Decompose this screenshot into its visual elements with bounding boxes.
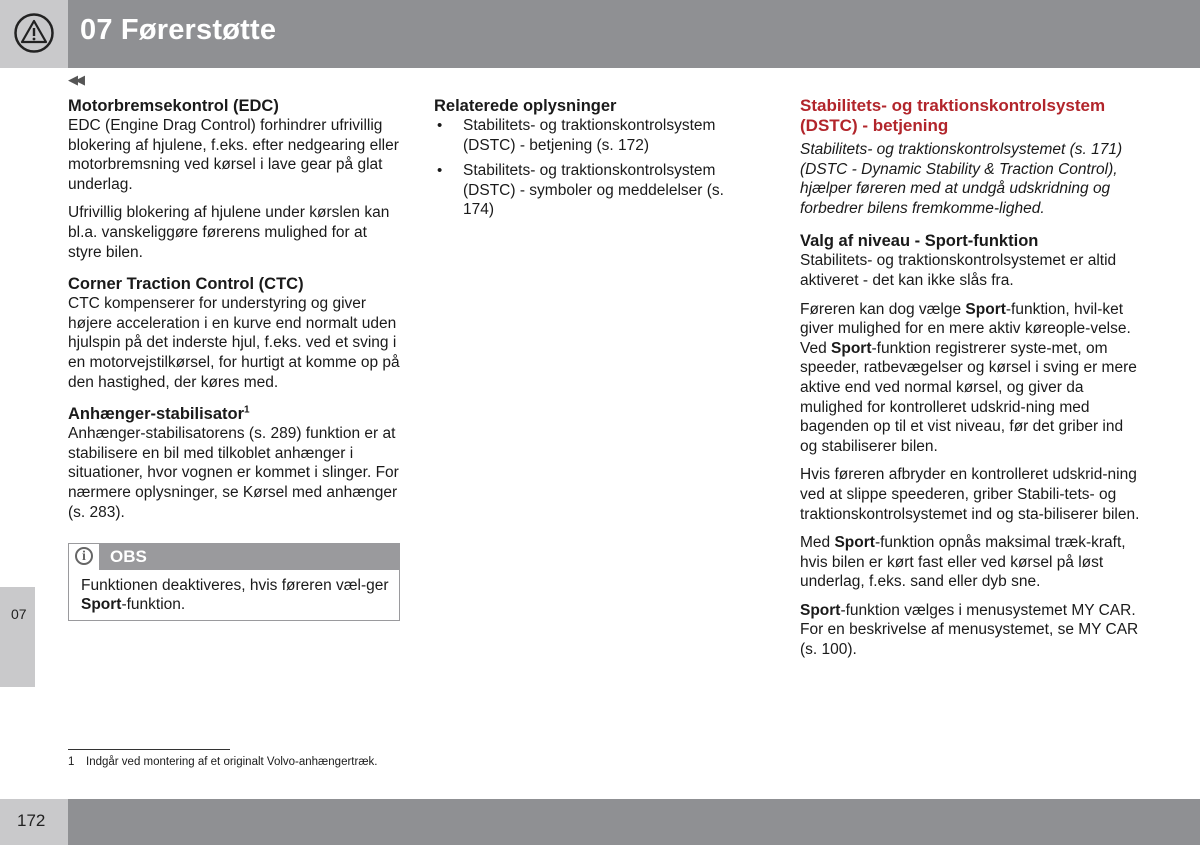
- trailer-heading: [68, 404, 400, 424]
- note-body: [69, 570, 399, 614]
- trailer-heading-text: Anhænger-stabilisator: [68, 405, 245, 424]
- p2-a: Føreren kan dog vælge: [800, 300, 966, 318]
- column-left: [68, 96, 400, 534]
- related-link-2[interactable]: • Stabilitets- og traktionskontrolsystem (DSTC) - symboler og meddelelser (s. 174): [434, 161, 746, 220]
- footnote: [68, 756, 378, 768]
- p2-c: -funktion, hvil-ket giver mulighed for en mere aktiv køreople-velse. Ved: [800, 300, 1131, 357]
- column-middle: [434, 96, 746, 226]
- footer-bar: [68, 799, 1200, 845]
- related-info-heading: Relaterede oplysninger: [434, 97, 617, 115]
- p2-d: Sport: [831, 339, 872, 357]
- sport-mode-heading: Valg af niveau - Sport-funktion: [800, 232, 1039, 251]
- note-text-bold: Sport: [81, 596, 122, 613]
- back-arrow-icon[interactable]: ◀◀: [68, 72, 82, 87]
- chapter-side-tab[interactable]: [0, 587, 35, 687]
- footnote-text: Indgår ved montering af et originalt Volvo-anhængertræk.: [86, 756, 378, 768]
- dstc-paragraph-3: Hvis føreren afbryder en kontrolleret udskrid-ning ved at slippe speederen, griber Stabili-tets- og traktionskontrolsystemet ind og sta-biliserer bilen.: [800, 466, 1140, 523]
- dstc-paragraph-1: Stabilitets- og traktionskontrolsystemet er altid aktiveret - det kan ikke slås fra.: [800, 252, 1117, 289]
- note-text-post: -funktion.: [121, 596, 186, 613]
- section-trailer-stabilizer: [68, 404, 400, 522]
- page-number: 172: [17, 811, 46, 830]
- related-link-1[interactable]: • Stabilitets- og traktionskontrolsystem (DSTC) - betjening (s. 172): [434, 116, 746, 155]
- footnote-number: 1: [68, 756, 75, 768]
- note-text-pre: Funktionen deaktiveres, hvis føreren væl-ger: [81, 577, 389, 594]
- p5-a: Sport: [800, 601, 841, 619]
- header-icon-box: [0, 0, 68, 68]
- warning-triangle-icon: [13, 12, 55, 54]
- column-right: [800, 96, 1140, 669]
- edc-paragraph-1: EDC (Engine Drag Control) forhindrer ufrivillig blokering af hjulene, f.eks. efter nedgearing eller motorbremsning ved kørsel i lave gear på glat underlag.: [68, 117, 399, 193]
- info-icon-box: [69, 544, 99, 570]
- note-box: [68, 543, 400, 621]
- section-edc: [68, 96, 400, 262]
- chapter-title: 07 Førerstøtte: [80, 14, 277, 46]
- p2-e: -funktion registrerer syste-met, om speeder, ratbevægelser og kørsel i sving er mere aktive end ved normal kørsel, og giver da mulighed for kontrolleret udskrid-ning med bagenden op til et vist niveau, før det griber ind og stabiliserer bilen.: [800, 339, 1137, 455]
- info-icon: i: [75, 547, 93, 565]
- dstc-paragraph-4: [800, 533, 1140, 592]
- page-number-box: [0, 799, 68, 845]
- chapter-side-tab-label: 07: [11, 606, 27, 622]
- p2-b: Sport: [965, 300, 1006, 318]
- footnote-divider: [68, 749, 230, 750]
- page-header: [0, 0, 1200, 68]
- note-header: [69, 544, 399, 570]
- dstc-section-title: Stabilitets- og traktionskontrolsystem (DSTC) - betjening: [800, 96, 1106, 135]
- ctc-paragraph-1: CTC kompenserer for understyring og giver højere acceleration i en kurve end normalt uden hjulspin på det inderste hjul, f.eks. ved et sving i en motorvejstilkørsel, for hurtigt at komme op på den hastighed, der køres med.: [68, 295, 400, 391]
- edc-heading: Motorbremsekontrol (EDC): [68, 97, 279, 115]
- related-info-list: [434, 116, 746, 220]
- p4-a: Med: [800, 534, 835, 552]
- edc-paragraph-2: Ufrivillig blokering af hjulene under kørslen kan bl.a. vanskeliggøre førerens mulighed for at styre bilen.: [68, 204, 390, 261]
- dstc-paragraph-2: [800, 300, 1140, 457]
- p4-b: Sport: [834, 534, 875, 552]
- p5-b: -funktion vælges i menusystemet MY CAR. For en beskrivelse af menusystemet, se MY CAR (s. 100).: [800, 601, 1139, 659]
- p4-c: -funktion opnås maksimal træk-kraft, hvis bilen er kørt fast eller ved kørsel på løst underlag, f.eks. sand eller dyb sne.: [800, 534, 1126, 591]
- dstc-intro: Stabilitets- og traktionskontrolsystemet (s. 171) (DSTC - Dynamic Stability & Traction Control), hjælper føreren med at undgå udskridning og forbedrer bilens fremkomme-lighed.: [800, 141, 1123, 217]
- section-ctc: [68, 274, 400, 392]
- footnote-ref[interactable]: 1: [244, 404, 250, 416]
- dstc-paragraph-5: [800, 601, 1140, 660]
- ctc-heading: Corner Traction Control (CTC): [68, 275, 304, 294]
- note-title: OBS: [110, 547, 147, 566]
- trailer-paragraph-1: Anhænger-stabilisatorens (s. 289) funktion er at stabilisere en bil med tilkoblet anhænger i situationer, hvor vognen er kommet i slinger. For nærmere oplysninger, se Kørsel med anhænger (s. 283).: [68, 425, 399, 521]
